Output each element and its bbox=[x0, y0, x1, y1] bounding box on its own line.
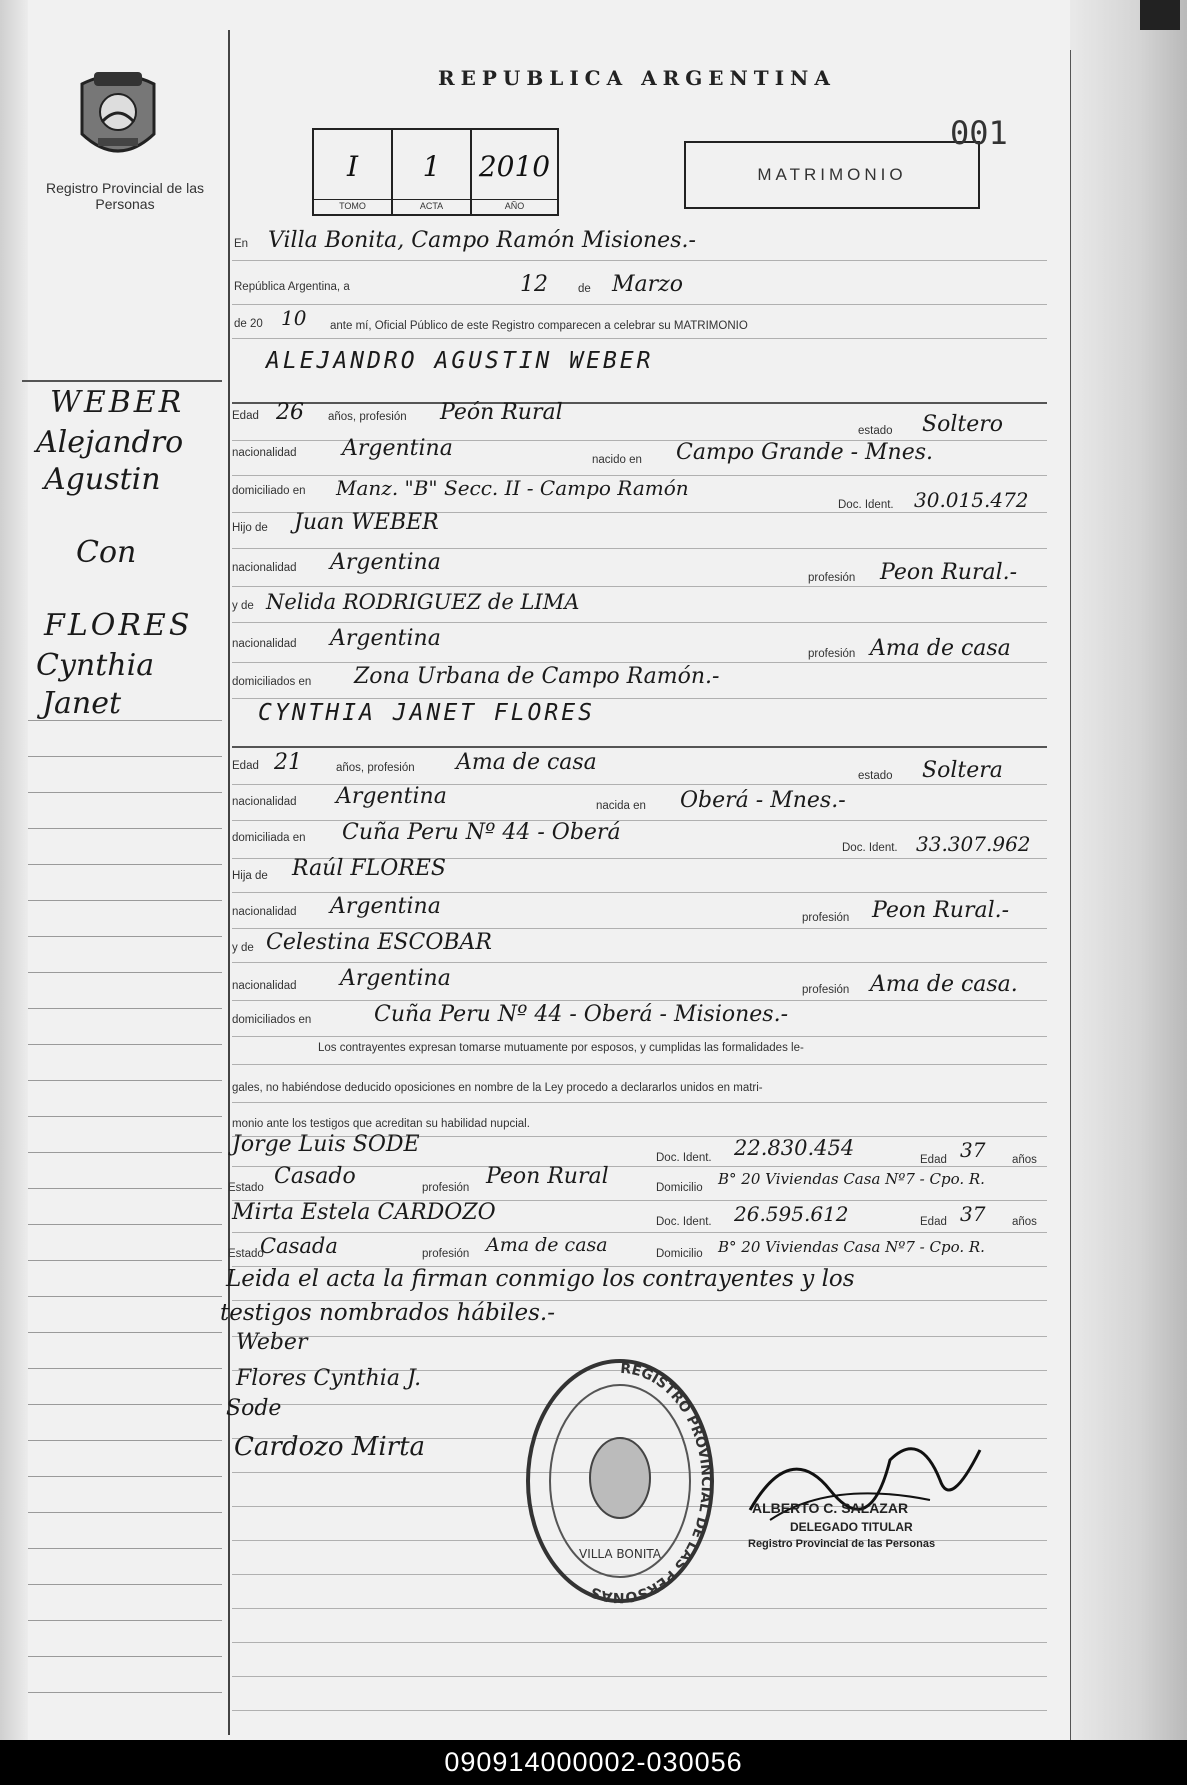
stamp-outer-text: REGISTRO PROVINCIAL DE LAS PERSONAS bbox=[588, 1360, 714, 1606]
label: Domicilio bbox=[656, 1182, 703, 1194]
label: Edad bbox=[920, 1216, 947, 1228]
groom-full-name: ALEJANDRO AGUSTIN WEBER bbox=[266, 348, 654, 374]
bride-birthplace: Oberá - Mnes.- bbox=[680, 788, 846, 813]
witness1-doc: 22.830.454 bbox=[734, 1136, 855, 1160]
label: estado bbox=[858, 770, 893, 782]
bride-mother-nationality: Argentina bbox=[340, 966, 451, 991]
groom-doc: 30.015.472 bbox=[914, 488, 1029, 512]
label-de-year: de 20 bbox=[234, 318, 263, 330]
margin-bride-name2: Janet bbox=[42, 686, 122, 721]
label: Doc. Ident. bbox=[842, 842, 898, 854]
witness1-estado: Casado bbox=[274, 1164, 356, 1189]
bride-father-nationality: Argentina bbox=[330, 894, 441, 919]
margin-connector: Con bbox=[76, 535, 137, 570]
ruled-line bbox=[232, 1336, 1047, 1337]
label: nacionalidad bbox=[232, 796, 297, 808]
label-ante: ante mí, Oficial Público de este Registro comparecen a celebrar su MATRIMONIO bbox=[330, 320, 748, 332]
label: Doc. Ident. bbox=[838, 499, 894, 511]
label: y de bbox=[232, 600, 254, 612]
margin-ruled-line bbox=[28, 756, 222, 757]
witness2-age: 37 bbox=[960, 1202, 986, 1226]
groom-birthplace: Campo Grande - Mnes. bbox=[676, 440, 934, 465]
witness1-age: 37 bbox=[960, 1138, 986, 1162]
day-value: 12 bbox=[520, 272, 548, 297]
label: Edad bbox=[920, 1154, 947, 1166]
groom-father-profession: Peon Rural.- bbox=[880, 560, 1018, 585]
ruled-line bbox=[232, 1232, 1047, 1233]
ruled-line bbox=[232, 1608, 1047, 1609]
margin-ruled-line bbox=[28, 1620, 222, 1621]
anio-label: AÑO bbox=[472, 199, 557, 211]
ruled-line bbox=[232, 304, 1047, 305]
margin-ruled-line bbox=[28, 828, 222, 829]
bride-father: Raúl FLORES bbox=[292, 856, 446, 881]
declaration-line1: Los contrayentes expresan tomarse mutuamente por esposos, y cumplidas las formalidades le- bbox=[318, 1042, 804, 1054]
bride-mother: Celestina ESCOBAR bbox=[266, 930, 492, 955]
margin-groom-name1: Alejandro bbox=[36, 425, 184, 460]
label: Estado bbox=[228, 1182, 264, 1194]
margin-groom-name2: Agustin bbox=[44, 462, 161, 497]
margin-ruled-line bbox=[28, 1008, 222, 1009]
margin-ruled-line bbox=[28, 1332, 222, 1333]
label: domiciliados en bbox=[232, 676, 312, 688]
acta-value: 1 bbox=[422, 150, 441, 183]
anio-value: 2010 bbox=[478, 150, 551, 183]
closing-line1: Leida el acta la firman conmigo los contrayentes y los bbox=[226, 1266, 855, 1292]
groom-mother-nationality: Argentina bbox=[330, 626, 441, 651]
official-name: ALBERTO C. SALAZAR bbox=[752, 1500, 909, 1516]
page-shadow-right bbox=[1070, 0, 1187, 1740]
label: profesión bbox=[802, 912, 850, 924]
binder-clip bbox=[1140, 0, 1180, 30]
label: años bbox=[1012, 1216, 1037, 1228]
groom-address: Manz. "B" Secc. II - Campo Ramón bbox=[336, 476, 689, 500]
groom-father: Juan WEBER bbox=[294, 510, 439, 535]
witness2-estado: Casada bbox=[260, 1234, 338, 1258]
label: profesión bbox=[422, 1182, 470, 1194]
margin-ruled-line bbox=[28, 1656, 222, 1657]
signature-bride: Flores Cynthia J. bbox=[236, 1366, 422, 1391]
label: Edad bbox=[232, 760, 259, 772]
page-number: 001 bbox=[950, 114, 1008, 152]
registration-box bbox=[312, 128, 559, 216]
footer-document-code: 090914000002-030056 bbox=[0, 1740, 1187, 1785]
ruled-line bbox=[232, 962, 1047, 963]
year-suffix-value: 10 bbox=[281, 306, 307, 330]
margin-separator bbox=[22, 380, 222, 382]
label: domiciliado en bbox=[232, 485, 306, 497]
bride-father-profession: Peon Rural.- bbox=[872, 898, 1010, 923]
margin-ruled-line bbox=[28, 1368, 222, 1369]
month-value: Marzo bbox=[612, 272, 683, 297]
section-separator bbox=[232, 746, 1047, 748]
label: estado bbox=[858, 425, 893, 437]
margin-ruled-line bbox=[28, 864, 222, 865]
acta-cell bbox=[393, 130, 472, 214]
groom-age: 26 bbox=[276, 400, 304, 425]
margin-ruled-line bbox=[28, 1044, 222, 1045]
signature-groom: Weber bbox=[236, 1330, 308, 1355]
label: profesión bbox=[802, 984, 850, 996]
label: Domicilio bbox=[656, 1248, 703, 1260]
witness2-doc: 26.595.612 bbox=[734, 1202, 849, 1226]
witness2-address: B° 20 Viviendas Casa Nº7 - Cpo. R. bbox=[718, 1238, 985, 1256]
bride-parents-address: Cuña Peru Nº 44 - Oberá - Misiones.- bbox=[374, 1002, 789, 1027]
margin-ruled-line bbox=[28, 900, 222, 901]
label: nacionalidad bbox=[232, 906, 297, 918]
label: nacionalidad bbox=[232, 562, 297, 574]
anio-cell bbox=[472, 130, 557, 214]
groom-parents-address: Zona Urbana de Campo Ramón.- bbox=[354, 664, 720, 689]
closing-line2: testigos nombrados hábiles.- bbox=[220, 1300, 555, 1326]
margin-ruled-line bbox=[28, 1692, 222, 1693]
label: años, profesión bbox=[336, 762, 415, 774]
margin-ruled-line bbox=[28, 1116, 222, 1117]
bride-doc: 33.307.962 bbox=[916, 832, 1031, 856]
label: Doc. Ident. bbox=[656, 1216, 712, 1228]
ruled-line bbox=[232, 1710, 1047, 1711]
margin-ruled-line bbox=[28, 972, 222, 973]
bride-age: 21 bbox=[274, 750, 302, 775]
margin-ruled-line bbox=[28, 1260, 222, 1261]
margin-divider bbox=[228, 30, 230, 1735]
label: nacionalidad bbox=[232, 980, 297, 992]
margin-ruled-line bbox=[28, 1476, 222, 1477]
sheet-edge-right bbox=[1070, 50, 1071, 1740]
label: Doc. Ident. bbox=[656, 1152, 712, 1164]
ruled-line bbox=[232, 548, 1047, 549]
ruled-line bbox=[232, 662, 1047, 663]
ruled-line bbox=[232, 1064, 1047, 1065]
label-republica: República Argentina, a bbox=[234, 281, 350, 293]
margin-groom-surname: WEBER bbox=[50, 385, 185, 420]
witness2-profession: Ama de casa bbox=[486, 1234, 608, 1256]
ruled-line bbox=[232, 586, 1047, 587]
label: profesión bbox=[808, 572, 856, 584]
label: Edad bbox=[232, 410, 259, 422]
bride-full-name: CYNTHIA JANET FLORES bbox=[258, 700, 595, 726]
tomo-cell bbox=[314, 130, 393, 214]
label: profesión bbox=[422, 1248, 470, 1260]
ruled-line bbox=[232, 1000, 1047, 1001]
margin-ruled-line bbox=[28, 1548, 222, 1549]
ruled-line bbox=[232, 928, 1047, 929]
label: años bbox=[1012, 1154, 1037, 1166]
signature-witness1: Sode bbox=[226, 1396, 282, 1421]
witness2-name: Mirta Estela CARDOZO bbox=[232, 1200, 496, 1225]
label-en: En bbox=[234, 238, 249, 250]
witness1-name: Jorge Luis SODE bbox=[232, 1132, 420, 1157]
act-type-box: MATRIMONIO bbox=[684, 141, 980, 209]
ruled-line bbox=[232, 1642, 1047, 1643]
margin-ruled-line bbox=[28, 792, 222, 793]
margin-ruled-line bbox=[28, 1188, 222, 1189]
bride-profession: Ama de casa bbox=[456, 750, 597, 775]
ruled-line bbox=[232, 698, 1047, 699]
margin-ruled-line bbox=[28, 1224, 222, 1225]
bride-address: Cuña Peru Nº 44 - Oberá bbox=[342, 820, 621, 845]
label: años, profesión bbox=[328, 411, 407, 423]
page-shadow-left bbox=[0, 0, 28, 1740]
margin-ruled-line bbox=[28, 1152, 222, 1153]
official-org: Registro Provincial de las Personas bbox=[748, 1538, 936, 1550]
label: profesión bbox=[808, 648, 856, 660]
margin-ruled-line bbox=[28, 1080, 222, 1081]
declaration-line2: gales, no habiéndose deducido oposiciones en nombre de la Ley procedo a declararlos unidos en matri- bbox=[232, 1082, 763, 1094]
groom-mother: Nelida RODRIGUEZ de LIMA bbox=[266, 590, 580, 614]
bride-mother-profession: Ama de casa. bbox=[870, 972, 1018, 997]
groom-nationality: Argentina bbox=[342, 436, 453, 461]
official-title: DELEGADO TITULAR bbox=[790, 1520, 913, 1534]
tomo-label: TOMO bbox=[314, 199, 391, 211]
ruled-line bbox=[232, 1102, 1047, 1103]
label: Hijo de bbox=[232, 522, 268, 534]
stamp-inner-text: VILLA BONITA bbox=[578, 1547, 662, 1561]
ruled-line bbox=[232, 622, 1047, 623]
ruled-line bbox=[232, 892, 1047, 893]
signature-witness2: Cardozo Mirta bbox=[234, 1432, 426, 1462]
label: y de bbox=[232, 942, 254, 954]
label: nacionalidad bbox=[232, 447, 297, 459]
groom-father-nationality: Argentina bbox=[330, 550, 441, 575]
declaration-line3: monio ante los testigos que acreditan su habilidad nupcial. bbox=[232, 1118, 530, 1130]
label: domiciliada en bbox=[232, 832, 306, 844]
label: nacida en bbox=[596, 800, 646, 812]
margin-ruled-line bbox=[28, 1404, 222, 1405]
margin-ruled-line bbox=[28, 1440, 222, 1441]
witness1-address: B° 20 Viviendas Casa Nº7 - Cpo. R. bbox=[718, 1170, 985, 1188]
ruled-line bbox=[232, 260, 1047, 261]
country-title: REPUBLICA ARGENTINA bbox=[438, 66, 836, 90]
ruled-line bbox=[232, 1036, 1047, 1037]
label: nacido en bbox=[592, 454, 642, 466]
groom-estado: Soltero bbox=[922, 412, 1003, 437]
tomo-value: I bbox=[346, 150, 359, 183]
label: domiciliados en bbox=[232, 1014, 312, 1026]
official-stamp-icon bbox=[520, 1353, 720, 1608]
acta-label: ACTA bbox=[393, 199, 470, 211]
label: Hija de bbox=[232, 870, 268, 882]
registry-name: Registro Provincial de las Personas bbox=[46, 180, 204, 212]
place-value: Villa Bonita, Campo Ramón Misiones.- bbox=[268, 228, 696, 253]
margin-bride-surname: FLORES bbox=[44, 608, 193, 643]
coat-of-arms-icon bbox=[72, 64, 164, 170]
groom-profession: Peón Rural bbox=[440, 400, 563, 425]
margin-ruled-line bbox=[28, 1512, 222, 1513]
margin-ruled-line bbox=[28, 936, 222, 937]
bride-estado: Soltera bbox=[922, 758, 1003, 783]
groom-mother-profession: Ama de casa bbox=[870, 636, 1011, 661]
margin-bride-name1: Cynthia bbox=[36, 648, 155, 683]
label: nacionalidad bbox=[232, 638, 297, 650]
margin-ruled-line bbox=[28, 1584, 222, 1585]
ruled-line bbox=[232, 338, 1047, 339]
bride-nationality: Argentina bbox=[336, 784, 447, 809]
label-de: de bbox=[578, 283, 591, 295]
margin-ruled-line bbox=[28, 1296, 222, 1297]
section-separator bbox=[232, 402, 1047, 404]
label: Estado bbox=[228, 1248, 264, 1260]
ruled-line bbox=[232, 1676, 1047, 1677]
witness1-profession: Peon Rural bbox=[486, 1164, 609, 1189]
